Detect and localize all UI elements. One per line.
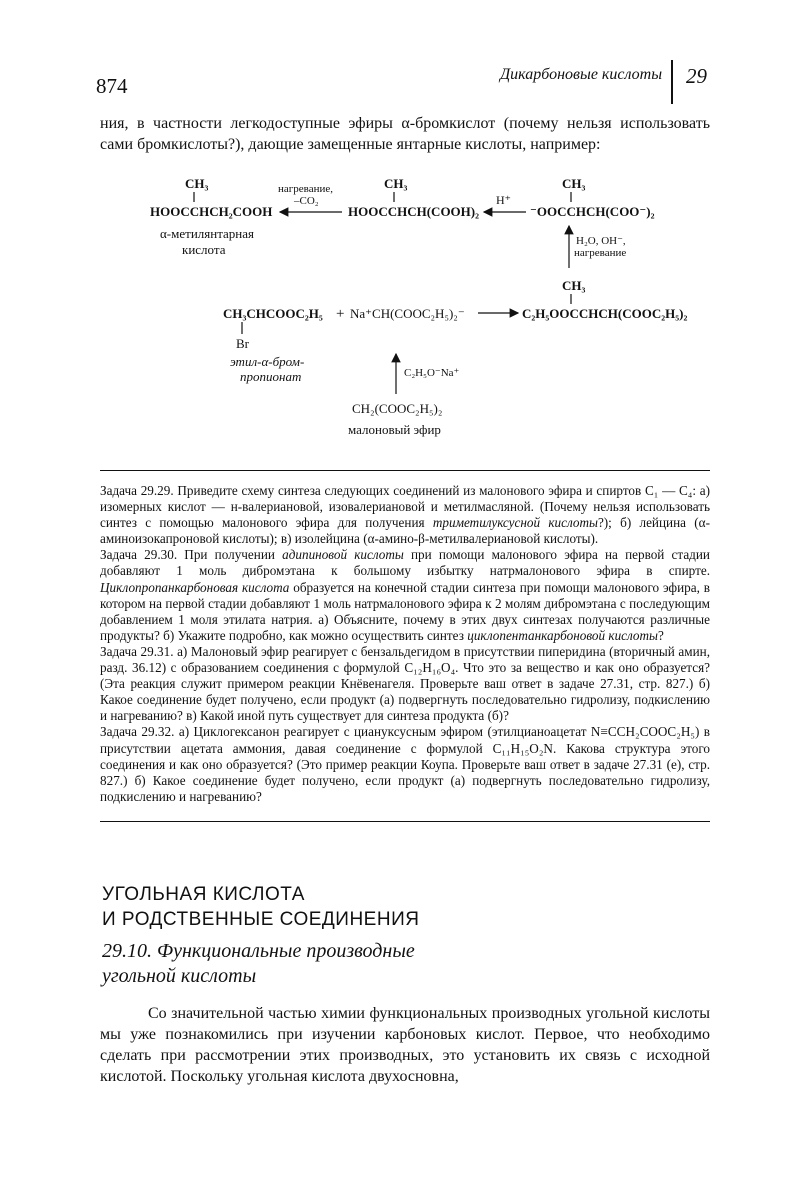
task-29-30-text-d: ? bbox=[657, 627, 664, 643]
task-29-30-label: Задача 29.30. bbox=[100, 547, 178, 563]
malonate-salt: Na⁺CH(COOC₂H₅)₂⁻ bbox=[350, 306, 465, 321]
task-29-31 bbox=[100, 644, 710, 724]
ester-bromine: Br bbox=[236, 336, 249, 351]
body-paragraph: Со значительной частью химии функциональных производных угольной кислоты мы уже познакомились при изучении карбоновых кислот. Первое, что необходимо сделать при рассмотрении этих производных, это установить их связь с исходной кислотой. Поскольку угольная кислота двухосновна, bbox=[100, 1005, 710, 1085]
arrow-up-label-2: нагревание bbox=[574, 247, 627, 259]
dianion-formula: ⁻OOCCHCH(COO⁻)₂ bbox=[530, 204, 655, 219]
task-29-32-label: Задача 29.32. bbox=[100, 724, 175, 740]
ester-name-1: этил-α-бром- bbox=[230, 354, 305, 369]
task-29-30-text-c: образуется на конечной стадии синтеза при помощи малонового эфира, в котором на первой стадии добавляют 1 моль натрмалонового эфира к 2 молям дибромэтана с последующим добавлением 1 моля этилата натрия. а) Объясните, почему в этих двух синтезах получаются различные продукты? б) Укажите подробно, как можно осуществить синтез bbox=[100, 579, 710, 643]
section-title-line-2: И РОДСТВЕННЫЕ СОЕДИНЕНИЯ bbox=[102, 909, 420, 930]
ester-name-2: пропионат bbox=[240, 369, 302, 384]
task-29-29-text-end: ?); б) лейцина (α-аминоизокапроновой кислоты); в) изолейцина (α-амино-β-метилвалериановой кислоты). bbox=[100, 515, 710, 547]
task-29-32 bbox=[100, 724, 710, 804]
diacid-formula: HOOCCHCH(COOH)₂ bbox=[348, 204, 480, 219]
arrow-h-label: H⁺ bbox=[496, 193, 511, 207]
arrow-left-label-1: нагревание, bbox=[278, 183, 333, 195]
task-29-30-text-a: При получении bbox=[177, 547, 283, 563]
task-29-30-italic-b: Циклопропанкарбоновая кислота bbox=[100, 579, 290, 595]
task-29-29-label: Задача 29.29. bbox=[100, 483, 174, 498]
product-name-2: кислота bbox=[182, 242, 226, 257]
base-label: C₂H₅O⁻Na⁺ bbox=[404, 367, 460, 379]
diacid-methyl: CH₃ bbox=[384, 176, 408, 191]
malonic-ester-formula: CH₂(COOC₂H₅)₂ bbox=[352, 401, 443, 416]
intro-paragraph: ния, в частности легкодоступные эфиры α-бромкислот (почему нельзя использовать сами бромкислоты?), дающие замещенные янтарные кислоты, например: bbox=[100, 115, 710, 153]
subsection-title-line-1: 29.10. Функциональные производные bbox=[102, 940, 415, 962]
product-formula: HOOCCHCH₂COOH bbox=[150, 204, 273, 219]
task-29-30-italic-c: циклопентанкарбоновой кислоты bbox=[467, 627, 658, 643]
plus-sign: + bbox=[336, 306, 345, 322]
product-methyl: CH₃ bbox=[185, 176, 209, 191]
section-title-line-1: УГОЛЬНАЯ КИСЛОТА bbox=[102, 884, 305, 905]
arrow-up-label-1: H₂O, OH⁻, bbox=[576, 235, 626, 247]
reaction-scheme-svg bbox=[60, 168, 740, 458]
triester-formula: C₂H₅OOCCHCH(COOC₂H₅)₂ bbox=[522, 306, 688, 321]
section-title bbox=[102, 882, 419, 932]
task-29-29 bbox=[100, 483, 710, 547]
malonic-ester-name: малоновый эфир bbox=[348, 422, 441, 437]
task-29-32-text: а) Циклогексанон реагирует с циануксусным эфиром (этилцианоацетат N≡CCH₂COOC₂H₅) в присутствии ацетата аммония, давая соединение с формулой C₁₁H₁₅O₂N. Какова структура этого соединения и как оно образуется? (Это пример реакции Коупа. Проверьте ваш ответ в задаче 27.31 (е), стр. 827.) б) Какое соединение будет получено, если продукт (а) подвергнуть последовательно гидролизу, подкислению и нагреванию? bbox=[100, 724, 711, 804]
page-number: 874 bbox=[96, 74, 128, 98]
subsection-title bbox=[102, 939, 415, 989]
reaction-scheme bbox=[60, 168, 740, 458]
ester-formula: CH₃CHCOOC₂H₅ bbox=[223, 306, 323, 321]
running-head: Дикарбоновые кислоты bbox=[500, 66, 663, 83]
tasks-block bbox=[100, 483, 710, 805]
triester-methyl: CH₃ bbox=[562, 278, 586, 293]
tasks-top-rule bbox=[100, 470, 710, 471]
tasks-bottom-rule bbox=[100, 821, 710, 822]
task-29-29-italic: триметилуксусной кислоты bbox=[432, 515, 598, 531]
subsection-title-line-2: угольной кислоты bbox=[102, 965, 257, 987]
task-29-30-italic-a: адипиновой кислоты bbox=[282, 547, 404, 563]
arrow-left-label-2: –CO₂ bbox=[294, 195, 319, 207]
header-divider bbox=[671, 60, 673, 104]
task-29-29-text: Приведите схему синтеза следующих соединений из малонового эфира и спиртов C₁ — C₄: а) изомерных кислот — н-валериановой, изовалериановой и метилмасляной. (Почему нельзя использовать синтез с помощью малонового эфира для получения bbox=[100, 483, 710, 531]
task-29-30-text-b: при помощи малонового эфира на первой стадии добавляют 1 моль дибромэтана к большому избытку натрмалонового эфира в спирте. bbox=[100, 547, 710, 579]
chapter-number: 29 bbox=[686, 64, 707, 88]
product-name-1: α-метилянтарная bbox=[160, 226, 255, 241]
task-29-30 bbox=[100, 547, 710, 644]
task-29-31-text: а) Малоновый эфир реагирует с бензальдегидом в присутствии пиперидина (вторичный амин, разд. 36.12) с образованием соединения с формулой C₁₂H₁₆O₄. Что это за вещество и как оно образуется? (Эта реакция служит примером реакции Кнёвенагеля. Проверьте ваш ответ в задаче 27.31, стр. 827.) б) Какое соединение будет получено, если продукт (а) подвергнуть последовательно гидролизу, подкислению и нагреванию? в) Какой иной путь существует для синтеза продукта (б)? bbox=[100, 643, 711, 724]
dianion-methyl: CH₃ bbox=[562, 176, 586, 191]
task-29-31-label: Задача 29.31. bbox=[100, 643, 174, 659]
